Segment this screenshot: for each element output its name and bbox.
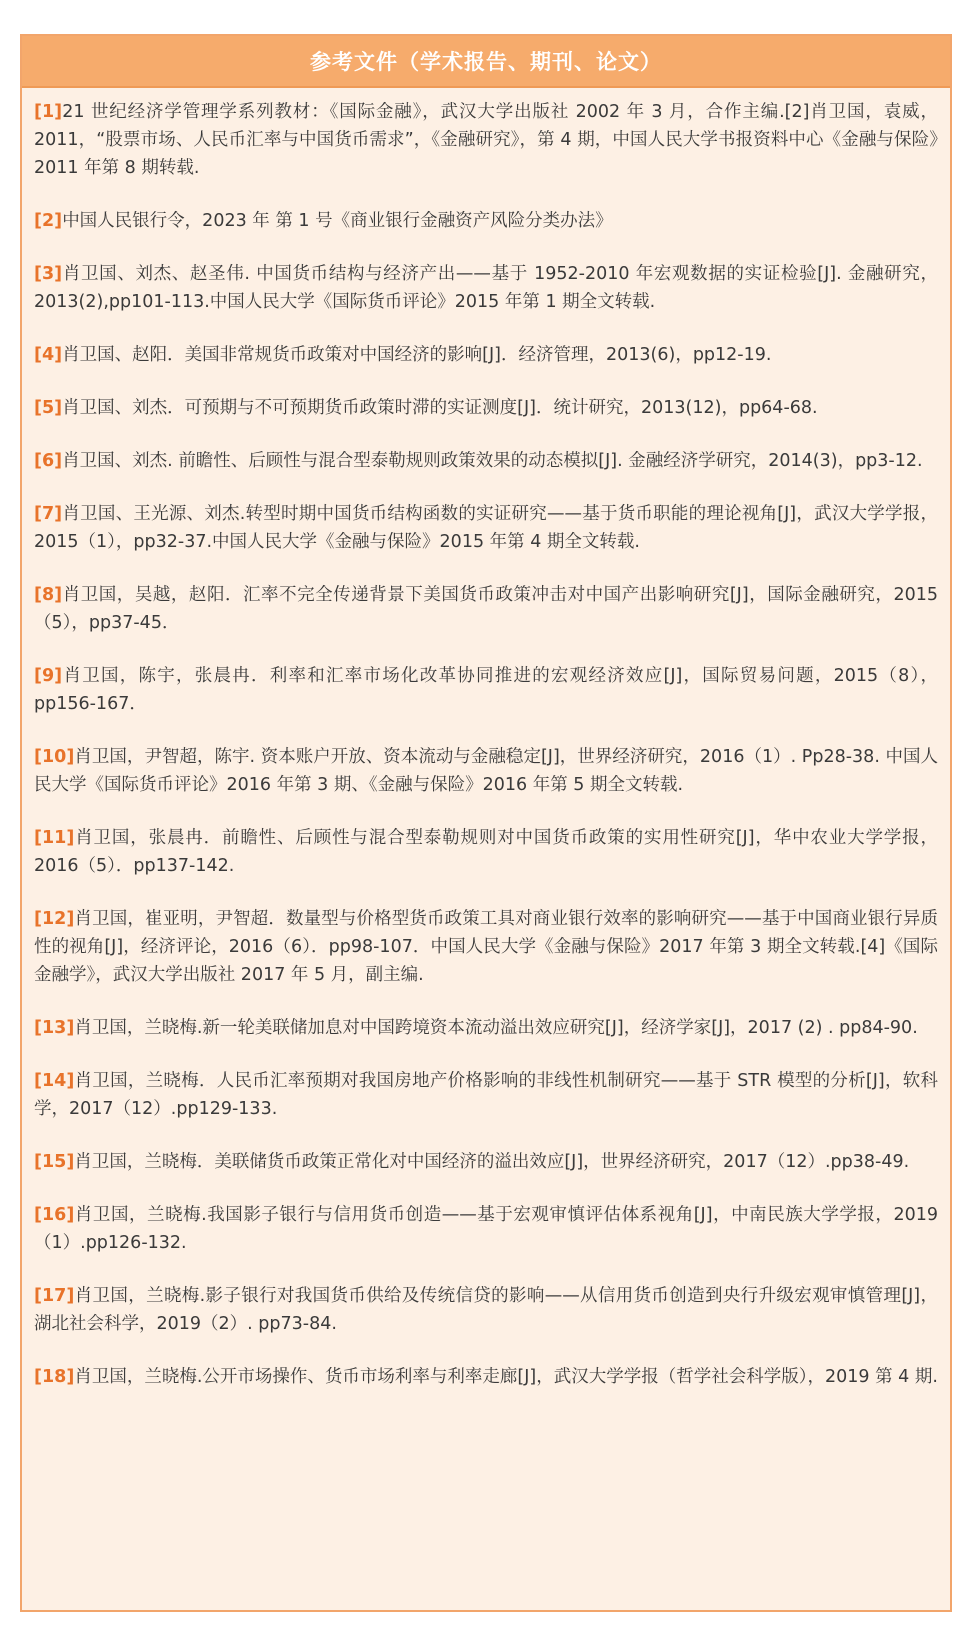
reference-item-11 xyxy=(34,824,938,880)
reference-number: [15] xyxy=(34,1152,75,1172)
reference-text: 肖卫国，吴越，赵阳．汇率不完全传递背景下美国货币政策冲击对中国产出影响研究[J]，国际金融研究，2015（5），pp37-45． xyxy=(34,585,938,633)
reference-item-5 xyxy=(34,394,938,422)
reference-item-10 xyxy=(34,743,938,799)
reference-number: [10] xyxy=(34,747,75,767)
reference-number: [2] xyxy=(34,211,63,231)
reference-number: [1] xyxy=(34,102,63,122)
reference-text: 肖卫国，尹智超，陈宇. 资本账户开放、资本流动与金融稳定[J]，世界经济研究，2016（1）. Pp28-38. 中国人民大学《国际货币评论》2016 年第 3 期、《金融与保险》2016 年第 5 期全文转载. xyxy=(34,747,938,795)
reference-text: 肖卫国，陈宇，张晨冉．利率和汇率市场化改革协同推进的宏观经济效应[J]，国际贸易问题，2015（8），pp156-167． xyxy=(34,666,938,714)
reference-number: [13] xyxy=(34,1018,75,1038)
reference-item-18 xyxy=(34,1363,938,1391)
reference-text: 肖卫国，崔亚明，尹智超．数量型与价格型货币政策工具对商业银行效率的影响研究——基于中国商业银行异质性的视角[J]，经济评论，2016（6）．pp98-107．中国人民大学《金融与保险》2017 年第 3 期全文转载.[4]《国际金融学》，武汉大学出版社 2017 年 5 月，副主编. xyxy=(34,909,938,985)
panel-title: 参考文件（学术报告、期刊、论文） xyxy=(310,50,662,74)
reference-text: 中国人民银行令，2023 年 第 1 号《商业银行金融资产风险分类办法》 xyxy=(62,211,613,231)
reference-item-15 xyxy=(34,1148,938,1176)
reference-text: 肖卫国，张晨冉．前瞻性、后顾性与混合型泰勒规则对中国货币政策的实用性研究[J]，华中农业大学学报，2016（5）．pp137-142. xyxy=(34,828,938,876)
reference-number: [9] xyxy=(34,666,63,686)
reference-item-2 xyxy=(34,207,938,235)
reference-number: [12] xyxy=(34,909,75,929)
reference-text: 肖卫国，兰晓梅.公开市场操作、货币市场利率与利率走廊[J]，武汉大学学报（哲学社会科学版），2019 第 4 期. xyxy=(74,1367,938,1387)
reference-text: 肖卫国、刘杰. 前瞻性、后顾性与混合型泰勒规则政策效果的动态模拟[J]. 金融经济学研究，2014(3)，pp3-12. xyxy=(62,451,923,471)
reference-text: 肖卫国、刘杰．可预期与不可预期货币政策时滞的实证测度[J]．统计研究，2013(12)，pp64-68. xyxy=(62,398,818,418)
reference-text: 肖卫国，兰晓梅.新一轮美联储加息对中国跨境资本流动溢出效应研究[J]，经济学家[J]，2017 (2) . pp84-90. xyxy=(74,1018,918,1038)
reference-item-9 xyxy=(34,662,938,718)
reference-item-14 xyxy=(34,1067,938,1123)
reference-item-6 xyxy=(34,447,938,475)
reference-text: 肖卫国、王光源、刘杰.转型时期中国货币结构函数的实证研究——基于货币职能的理论视角[J]，武汉大学学报，2015（1），pp32-37.中国人民大学《金融与保险》2015 年第 4 期全文转载. xyxy=(34,504,938,552)
reference-text: 肖卫国、刘杰、赵圣伟. 中国货币结构与经济产出——基于 1952-2010 年宏观数据的实证检验[J]. 金融研究，2013(2),pp101-113.中国人民大学《国际货币评论》2015 年第 1 期全文转载. xyxy=(34,264,938,312)
reference-number: [16] xyxy=(34,1205,75,1225)
references-panel xyxy=(20,34,952,1612)
reference-number: [18] xyxy=(34,1367,75,1387)
reference-number: [4] xyxy=(34,345,63,365)
reference-text: 肖卫国，兰晓梅．美联储货币政策正常化对中国经济的溢出效应[J]，世界经济研究，2017（12）.pp38-49. xyxy=(74,1152,910,1172)
reference-text: 21 世纪经济学管理学系列教材：《国际金融》，武汉大学出版社 2002 年 3 月，合作主编.[2]肖卫国，袁威，2011，“股票市场、人民币汇率与中国货币需求”，《金融研究》，第 4 期，中国人民大学书报资料中心《金融与保险》2011 年第 8 期转载. xyxy=(34,102,938,178)
reference-item-16 xyxy=(34,1201,938,1257)
reference-item-13 xyxy=(34,1014,938,1042)
reference-number: [11] xyxy=(34,828,75,848)
reference-item-17 xyxy=(34,1282,938,1338)
reference-item-8 xyxy=(34,581,938,637)
reference-number: [5] xyxy=(34,398,63,418)
reference-item-7 xyxy=(34,500,938,556)
reference-text: 肖卫国，兰晓梅．人民币汇率预期对我国房地产价格影响的非线性机制研究——基于 STR 模型的分析[J]，软科学，2017（12）.pp129-133. xyxy=(34,1071,938,1119)
reference-number: [17] xyxy=(34,1286,75,1306)
reference-text: 肖卫国、赵阳．美国非常规货币政策对中国经济的影响[J]．经济管理，2013(6)，pp12-19. xyxy=(62,345,772,365)
reference-text: 肖卫国，兰晓梅.我国影子银行与信用货币创造——基于宏观审慎评估体系视角[J]，中南民族大学学报，2019（1）.pp126-132. xyxy=(34,1205,938,1253)
panel-header xyxy=(22,36,950,88)
reference-item-4 xyxy=(34,341,938,369)
reference-item-12 xyxy=(34,905,938,989)
reference-number: [6] xyxy=(34,451,63,471)
reference-number: [8] xyxy=(34,585,63,605)
reference-number: [3] xyxy=(34,264,63,284)
reference-list xyxy=(22,88,950,1391)
reference-text: 肖卫国，兰晓梅.影子银行对我国货币供给及传统信贷的影响——从信用货币创造到央行升级宏观审慎管理[J]，湖北社会科学，2019（2）. pp73-84. xyxy=(34,1286,938,1334)
reference-number: [14] xyxy=(34,1071,75,1091)
reference-item-1 xyxy=(34,98,938,182)
reference-item-3 xyxy=(34,260,938,316)
reference-number: [7] xyxy=(34,504,63,524)
